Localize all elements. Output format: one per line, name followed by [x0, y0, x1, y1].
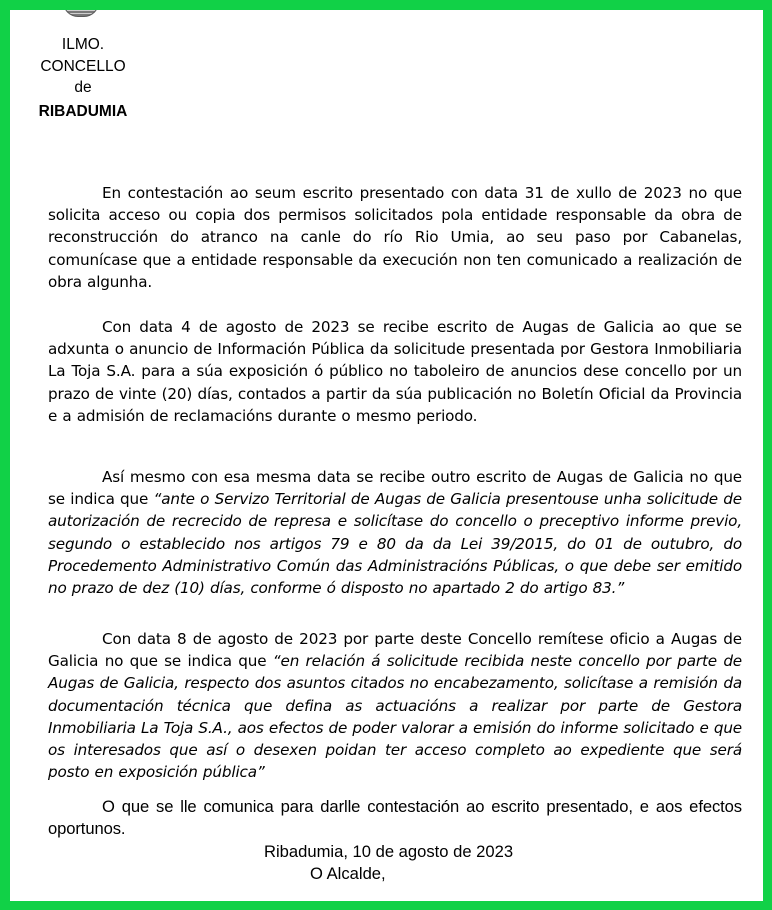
document-page [10, 10, 763, 901]
paragraph-text: En contestación ao seum escrito presentado con data 31 de xullo de 2023 no que solicita acceso ou copia dos permisos solicitados pola entidade responsable da obra de reconstrucción do atranco na canle do río Rio Umia, ao seu paso por Cabanelas, comunícase que a entidade responsable da execución non ten comunicado a realización de obra algunha. [48, 184, 742, 291]
coat-of-arms-icon [63, 10, 99, 17]
paragraph-closing [48, 796, 742, 840]
paragraph-intro: Así mesmo con esa mesma data se recibe outro escrito de Augas de Galicia no que se indica que [48, 468, 742, 509]
letterhead-preposition: de [74, 79, 92, 96]
municipality-name: RIBADUMIA [38, 102, 128, 120]
paragraph-augas-request [48, 466, 742, 599]
letterhead-institution: CONCELLO [40, 57, 126, 75]
paragraph-reply-request [48, 182, 742, 293]
signature-role: O Alcalde, [310, 864, 386, 883]
quoted-text: “ante o Servizo Territorial de Augas de Galicia presentouse unha solicitude de autorización de recrecido de represa e solicítase do concello o preceptivo informe previo, segundo o establecido nos artigos 79 e 80 da da Lei 39/2015, do 01 de outubro, do Procedemento Administrativo Común das Administracións Públicas, o que debe ser emitido no prazo de dez (10) días, conforme ó disposto no apartado 2 do artigo 83.” [48, 490, 742, 598]
paragraph-intro: Con data 8 de agosto de 2023 por parte deste Concello remítese oficio a Augas de Galicia no que se indica que [48, 630, 742, 671]
letterhead [18, 34, 148, 122]
paragraph-text: Con data 4 de agosto de 2023 se recibe escrito de Augas de Galicia ao que se adxunta o anuncio de Información Pública da solicitude presentada por Gestora Inmobiliaria La Toja S.A. para a súa exposición ó público no taboleiro de anuncios dese concello por un prazo de vinte (20) días, contados a partir da súa publicación no Boletín Oficial da Provincia e a admisión de reclamacións durante o mesmo periodo. [48, 318, 742, 425]
quoted-text: “en relación á solicitude recibida neste concello por parte de Augas de Galicia, respecto dos asuntos citados no encabezamento, solicítase a remisión da documentación técnica que defina as actuacións a realizar por parte de Gestora Inmobiliaria La Toja S.A., aos efectos de poder valorar a emisión do informe solicitado e que os interesados que así o desexen poidan ter acceso completo ao expediente que será posto en exposición pública” [48, 652, 742, 782]
paragraph-text [48, 628, 742, 783]
paragraph-public-information [48, 316, 742, 427]
paragraph-council-reply [48, 628, 742, 783]
paragraph-text: O que se lle comunica para darlle contestación ao escrito presentado, e aos efectos oportunos. [48, 797, 742, 839]
letterhead-title: ILMO. [61, 36, 105, 53]
paragraph-text [48, 466, 742, 599]
signature-place-date: Ribadumia, 10 de agosto de 2023 [264, 842, 514, 861]
